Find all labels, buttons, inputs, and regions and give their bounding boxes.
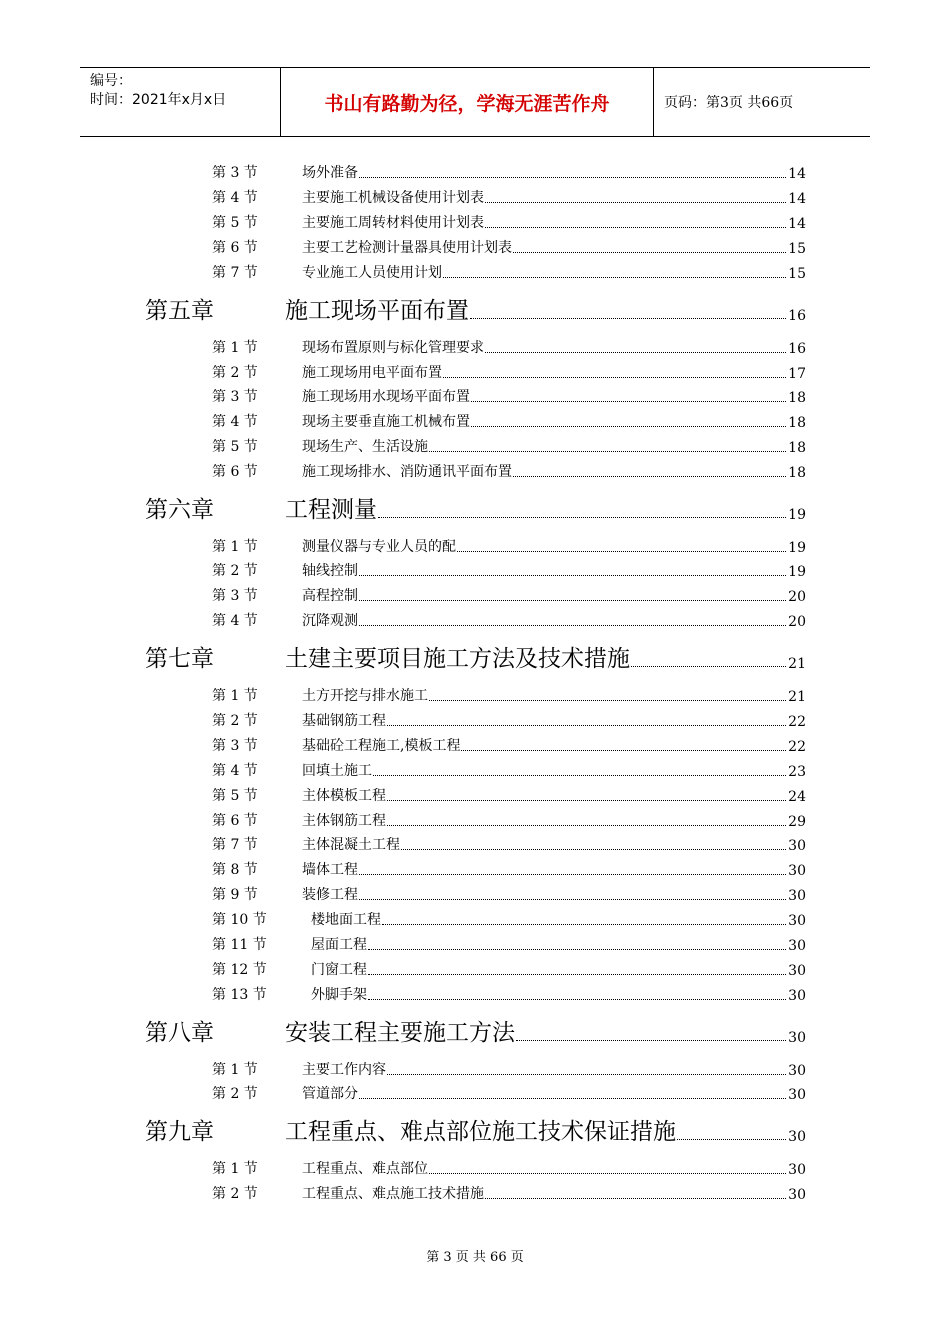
toc-section-row[interactable] bbox=[212, 260, 806, 282]
toc-page-number: 19 bbox=[788, 540, 806, 556]
toc-section-number: 第 6 节 bbox=[212, 813, 258, 829]
toc-dot-leader bbox=[368, 973, 786, 975]
toc-section-number: 第 1 节 bbox=[212, 688, 258, 704]
toc-page-number: 18 bbox=[788, 415, 806, 431]
toc-dot-leader bbox=[387, 799, 786, 801]
toc-section-number: 第 1 节 bbox=[212, 1161, 258, 1177]
toc-section-number: 第 3 节 bbox=[212, 165, 258, 181]
toc-section-row[interactable] bbox=[212, 733, 806, 755]
toc-section-number: 第 3 节 bbox=[212, 389, 258, 405]
toc-section-number: 第 4 节 bbox=[212, 613, 258, 629]
toc-dot-leader bbox=[513, 251, 786, 253]
toc-section-row[interactable] bbox=[212, 783, 806, 805]
toc-section-row[interactable] bbox=[212, 534, 806, 556]
header-id-label: 编号： bbox=[90, 73, 132, 89]
toc-dot-leader bbox=[471, 400, 786, 402]
toc-chapter-number: 第七章 bbox=[145, 646, 214, 672]
toc-section-title: 轴线控制 bbox=[302, 563, 358, 579]
toc-section-title: 装修工程 bbox=[302, 887, 358, 903]
toc-section-title: 主要工艺检测计量器具使用计划表 bbox=[302, 240, 512, 256]
toc-page-number: 30 bbox=[788, 1087, 806, 1103]
header-motto: 书山有路勤为径，学海无涯苦作舟 bbox=[281, 68, 654, 136]
toc-section-row[interactable] bbox=[212, 210, 806, 232]
toc-chapter-number: 第九章 bbox=[145, 1119, 214, 1145]
toc-section-title: 高程控制 bbox=[302, 588, 358, 604]
toc-page-number: 20 bbox=[788, 589, 806, 605]
toc-section-number: 第 3 节 bbox=[212, 738, 258, 754]
toc-chapter-row[interactable] bbox=[145, 1017, 806, 1047]
toc-section-row[interactable] bbox=[212, 583, 806, 605]
toc-section-number: 第 3 节 bbox=[212, 588, 258, 604]
toc-dot-leader bbox=[378, 516, 786, 518]
toc-section-number: 第 10 节 bbox=[212, 912, 267, 928]
toc-page-number: 30 bbox=[788, 1129, 806, 1145]
toc-section-row[interactable] bbox=[212, 907, 806, 929]
toc-section-number: 第 2 节 bbox=[212, 1186, 258, 1202]
toc-section-row[interactable] bbox=[212, 558, 806, 580]
toc-dot-leader bbox=[443, 376, 786, 378]
toc-section-title: 施工现场用电平面布置 bbox=[302, 365, 442, 381]
toc-section-number: 第 1 节 bbox=[212, 340, 258, 356]
toc-chapter-title: 安装工程主要施工方法 bbox=[285, 1020, 515, 1046]
toc-page-number: 14 bbox=[788, 191, 806, 207]
toc-dot-leader bbox=[516, 1039, 786, 1041]
toc-section-number: 第 6 节 bbox=[212, 464, 258, 480]
toc-dot-leader bbox=[368, 948, 786, 950]
toc-dot-leader bbox=[443, 276, 786, 278]
toc-section-number: 第 13 节 bbox=[212, 987, 267, 1003]
toc-chapter-row[interactable] bbox=[145, 1116, 806, 1146]
toc-dot-leader bbox=[373, 774, 786, 776]
toc-page-number: 15 bbox=[788, 241, 806, 257]
toc-section-row[interactable] bbox=[212, 185, 806, 207]
toc-dot-leader bbox=[387, 1073, 786, 1075]
toc-page-number: 29 bbox=[788, 814, 806, 830]
toc-section-title: 场外准备 bbox=[302, 165, 358, 181]
toc-section-row[interactable] bbox=[212, 1181, 806, 1203]
header-meta bbox=[80, 68, 281, 136]
toc-dot-leader bbox=[470, 317, 786, 319]
toc-dot-leader bbox=[382, 923, 786, 925]
toc-section-title: 基础钢筋工程 bbox=[302, 713, 386, 729]
toc-section-number: 第 2 节 bbox=[212, 365, 258, 381]
toc-chapter-title: 工程重点、难点部位施工技术保证措施 bbox=[285, 1119, 676, 1145]
toc-page-number: 18 bbox=[788, 440, 806, 456]
toc-section-row[interactable] bbox=[212, 832, 806, 854]
toc-page-number: 30 bbox=[788, 938, 806, 954]
toc-page-number: 30 bbox=[788, 963, 806, 979]
toc-section-title: 主要施工周转材料使用计划表 bbox=[302, 215, 484, 231]
toc-section-row[interactable] bbox=[212, 758, 806, 780]
toc-section-title: 现场主要垂直施工机械布置 bbox=[302, 414, 470, 430]
toc-dot-leader bbox=[359, 599, 786, 601]
header-page-info: 页码：第3页 共66页 bbox=[664, 95, 794, 111]
toc-page-number: 24 bbox=[788, 789, 806, 805]
toc-section-number: 第 5 节 bbox=[212, 439, 258, 455]
toc-dot-leader bbox=[387, 724, 786, 726]
toc-page-number: 18 bbox=[788, 390, 806, 406]
toc-section-number: 第 12 节 bbox=[212, 962, 267, 978]
toc-section-title: 基础砼工程施工,模板工程 bbox=[302, 738, 461, 754]
toc-chapter-number: 第六章 bbox=[145, 497, 214, 523]
toc-page-number: 22 bbox=[788, 739, 806, 755]
toc-section-title: 主体混凝土工程 bbox=[302, 837, 400, 853]
toc-section-title: 主要工作内容 bbox=[302, 1062, 386, 1078]
toc-section-row[interactable] bbox=[212, 1057, 806, 1079]
toc-section-number: 第 4 节 bbox=[212, 190, 258, 206]
toc-dot-leader bbox=[457, 550, 786, 552]
toc-section-title: 现场布置原则与标化管理要求 bbox=[302, 340, 484, 356]
toc-dot-leader bbox=[485, 351, 786, 353]
toc-dot-leader bbox=[471, 425, 786, 427]
toc-section-number: 第 8 节 bbox=[212, 862, 258, 878]
toc-dot-leader bbox=[387, 824, 786, 826]
toc-page-number: 16 bbox=[788, 341, 806, 357]
toc-section-title: 主体钢筋工程 bbox=[302, 813, 386, 829]
toc-section-number: 第 1 节 bbox=[212, 1062, 258, 1078]
toc-page-number: 23 bbox=[788, 764, 806, 780]
toc-section-number: 第 2 节 bbox=[212, 713, 258, 729]
toc-page-number: 30 bbox=[788, 888, 806, 904]
toc-dot-leader bbox=[631, 665, 786, 667]
page-footer: 第 3 页 共 66 页 bbox=[426, 1250, 524, 1265]
toc-page-number: 15 bbox=[788, 266, 806, 282]
toc-page-number: 18 bbox=[788, 465, 806, 481]
toc-dot-leader bbox=[429, 450, 786, 452]
toc-section-title: 工程重点、难点施工技术措施 bbox=[302, 1186, 484, 1202]
toc-section-title: 外脚手架 bbox=[311, 987, 367, 1003]
page-header bbox=[80, 67, 870, 137]
toc-section-row[interactable] bbox=[212, 434, 806, 456]
toc-page-number: 30 bbox=[788, 913, 806, 929]
toc-section-title: 工程重点、难点部位 bbox=[302, 1161, 428, 1177]
toc-section-row[interactable] bbox=[212, 459, 806, 481]
toc-dot-leader bbox=[513, 475, 786, 477]
toc-page-number: 14 bbox=[788, 216, 806, 232]
toc-section-title: 主体模板工程 bbox=[302, 788, 386, 804]
toc-chapter-title: 工程测量 bbox=[285, 497, 377, 523]
toc-section-title: 专业施工人员使用计划 bbox=[302, 265, 442, 281]
toc-section-number: 第 2 节 bbox=[212, 1086, 258, 1102]
toc-chapter-row[interactable] bbox=[145, 295, 806, 325]
toc-section-row[interactable] bbox=[212, 932, 806, 954]
toc-page-number: 30 bbox=[788, 988, 806, 1004]
toc-page-number: 22 bbox=[788, 714, 806, 730]
toc-section-row[interactable] bbox=[212, 982, 806, 1004]
toc-section-row[interactable] bbox=[212, 160, 806, 182]
toc-section-title: 施工现场排水、消防通讯平面布置 bbox=[302, 464, 512, 480]
toc-section-row[interactable] bbox=[212, 608, 806, 630]
toc-section-number: 第 11 节 bbox=[212, 937, 267, 953]
toc-page-number: 30 bbox=[788, 1162, 806, 1178]
toc-section-row[interactable] bbox=[212, 683, 806, 705]
toc-section-title: 施工现场用水现场平面布置 bbox=[302, 389, 470, 405]
toc-section-row[interactable] bbox=[212, 808, 806, 830]
toc-chapter-row[interactable] bbox=[145, 494, 806, 524]
toc-dot-leader bbox=[368, 998, 786, 1000]
toc-section-title: 测量仪器与专业人员的配 bbox=[302, 539, 456, 555]
toc-section-row[interactable] bbox=[212, 335, 806, 357]
toc-page-number: 19 bbox=[788, 564, 806, 580]
toc-section-row[interactable] bbox=[212, 708, 806, 730]
toc-section-number: 第 5 节 bbox=[212, 215, 258, 231]
toc-chapter-title: 施工现场平面布置 bbox=[285, 298, 469, 324]
toc-section-number: 第 9 节 bbox=[212, 887, 258, 903]
toc-section-title: 现场生产、生活设施 bbox=[302, 439, 428, 455]
toc-page-number: 30 bbox=[788, 1030, 806, 1046]
toc-dot-leader bbox=[461, 749, 786, 751]
toc-section-number: 第 7 节 bbox=[212, 837, 258, 853]
toc-section-title: 门窗工程 bbox=[311, 962, 367, 978]
toc-section-title: 土方开挖与排水施工 bbox=[302, 688, 428, 704]
toc-dot-leader bbox=[429, 1172, 786, 1174]
toc-section-row[interactable] bbox=[212, 360, 806, 382]
toc-section-row[interactable] bbox=[212, 235, 806, 257]
toc-chapter-number: 第五章 bbox=[145, 298, 214, 324]
toc-section-row[interactable] bbox=[212, 857, 806, 879]
toc-section-row[interactable] bbox=[212, 1156, 806, 1178]
toc-chapter-title: 土建主要项目施工方法及技术措施 bbox=[285, 646, 630, 672]
toc-section-row[interactable] bbox=[212, 882, 806, 904]
toc-dot-leader bbox=[485, 226, 786, 228]
toc-section-title: 沉降观测 bbox=[302, 613, 358, 629]
toc-section-title: 回填土施工 bbox=[302, 763, 372, 779]
toc-page-number: 30 bbox=[788, 1063, 806, 1079]
toc-page-number: 30 bbox=[788, 838, 806, 854]
toc-dot-leader bbox=[401, 848, 786, 850]
toc-page-number: 14 bbox=[788, 166, 806, 182]
toc-page-number: 16 bbox=[788, 308, 806, 324]
toc-section-title: 主要施工机械设备使用计划表 bbox=[302, 190, 484, 206]
toc-section-row[interactable] bbox=[212, 1081, 806, 1103]
toc-section-number: 第 5 节 bbox=[212, 788, 258, 804]
toc-dot-leader bbox=[359, 1097, 786, 1099]
toc-dot-leader bbox=[359, 176, 786, 178]
toc-section-title: 管道部分 bbox=[302, 1086, 358, 1102]
toc-page-number: 21 bbox=[788, 656, 806, 672]
toc-page-number: 19 bbox=[788, 507, 806, 523]
header-time-label: 时间：2021年x月x日 bbox=[90, 92, 227, 108]
toc-page-number: 17 bbox=[788, 366, 806, 382]
toc-section-row[interactable] bbox=[212, 384, 806, 406]
toc-dot-leader bbox=[359, 873, 786, 875]
toc-dot-leader bbox=[485, 201, 786, 203]
toc-section-number: 第 1 节 bbox=[212, 539, 258, 555]
toc-chapter-row[interactable] bbox=[145, 643, 806, 673]
toc-dot-leader bbox=[359, 898, 786, 900]
toc-page-number: 30 bbox=[788, 1187, 806, 1203]
toc-section-row[interactable] bbox=[212, 409, 806, 431]
toc-section-number: 第 4 节 bbox=[212, 763, 258, 779]
toc-page-number: 20 bbox=[788, 614, 806, 630]
toc-dot-leader bbox=[429, 699, 786, 701]
toc-chapter-number: 第八章 bbox=[145, 1020, 214, 1046]
toc-section-number: 第 6 节 bbox=[212, 240, 258, 256]
toc-section-row[interactable] bbox=[212, 957, 806, 979]
toc-section-title: 屋面工程 bbox=[311, 937, 367, 953]
toc-page-number: 21 bbox=[788, 689, 806, 705]
toc-dot-leader bbox=[485, 1197, 786, 1199]
toc-section-number: 第 2 节 bbox=[212, 563, 258, 579]
toc-dot-leader bbox=[677, 1138, 786, 1140]
toc-section-number: 第 7 节 bbox=[212, 265, 258, 281]
toc-section-title: 楼地面工程 bbox=[311, 912, 381, 928]
toc-dot-leader bbox=[359, 574, 786, 576]
toc-section-number: 第 4 节 bbox=[212, 414, 258, 430]
toc-dot-leader bbox=[359, 624, 786, 626]
toc-section-title: 墙体工程 bbox=[302, 862, 358, 878]
toc-page-number: 30 bbox=[788, 863, 806, 879]
